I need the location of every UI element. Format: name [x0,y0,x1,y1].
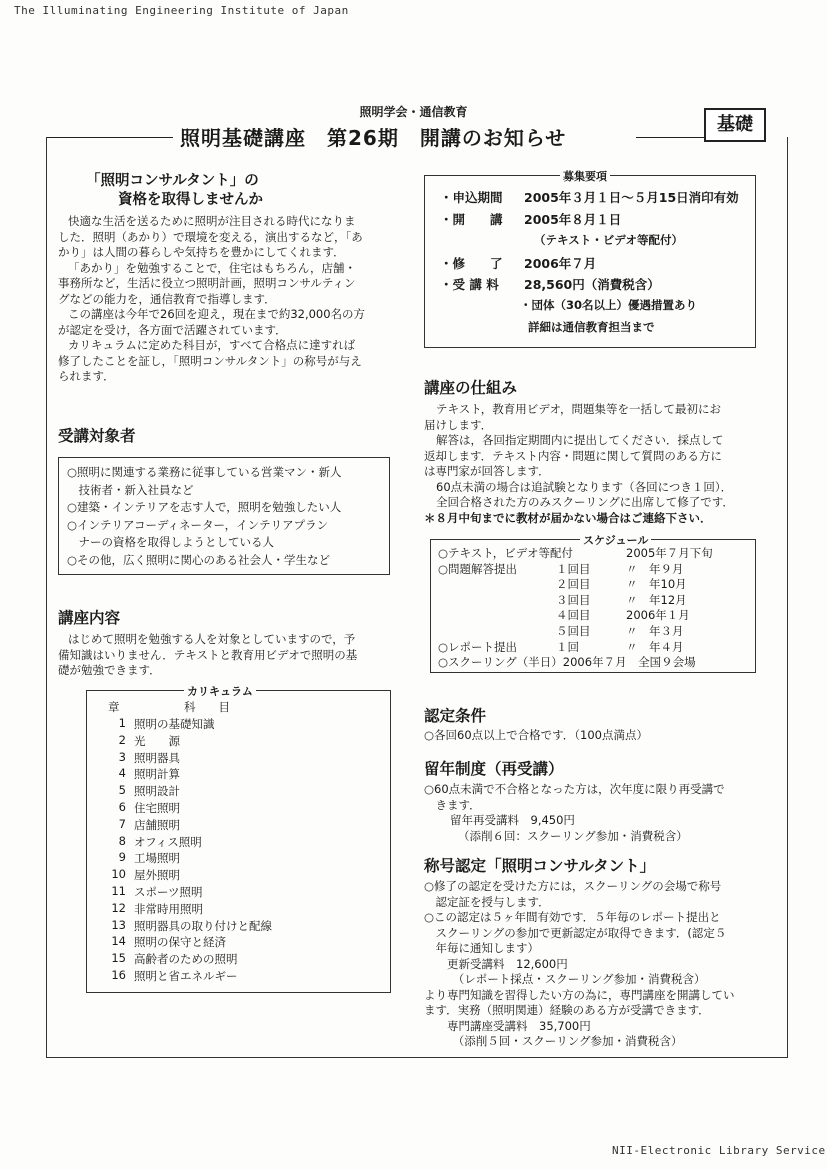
title-cert-line: スクーリングの参加で更新認定が取得できます．(認定５ [424,925,727,940]
curriculum-subject: 工場照明 [134,851,180,866]
target-item: ○インテリアコーディネーター，インテリアプラン [67,517,329,532]
recruit-apply-label: ・申込期間 [440,190,503,205]
schedule-cell: １回 [556,639,579,654]
target-item: ○建築・インテリアを志す人で，照明を勉強したい人 [67,500,342,514]
curriculum-subject: 照明器具の取り付けと配線 [134,918,272,933]
recruit-legend: 募集要項 [560,168,610,184]
curriculum-subject: 照明器具 [134,750,180,765]
target-item: ナーの資格を取得しようとしている人 [67,535,274,549]
title-cert-line: 更新受講料 12,600円 [424,956,568,971]
header-org: The Illuminating Engineering Institute of Japan [14,4,349,17]
schedule-cell: ３回目 [556,592,591,607]
mechanism-line: 解答は，各回指定期間内に提出してください．採点して [436,433,724,447]
mechanism-body [424,402,764,526]
title-cert-line: （レポート採点・スクーリング参加・消費税含） [424,972,706,986]
curriculum-subject: 非常時用照明 [134,901,203,916]
curriculum-subject: 照明計算 [134,767,180,782]
curriculum-chapter-number: 4 [118,766,126,781]
repeat-fee: 留年再受講料 9,450円 [450,813,575,827]
curriculum-chapter-number: 16 [111,968,126,982]
intro-line: グなどの能力を，通信教育で指導します． [58,291,276,306]
curriculum-subject: スポーツ照明 [134,885,203,899]
content-line: はじめて照明を勉強する人を対象としていますので，予 [68,632,356,646]
content-line: 礎が勉強できます． [58,663,161,677]
recruit-fee-value: 28,560円（消費税含） [524,277,660,292]
title-cert-line: ます．実務（照明関連）経験のある方が受講できます． [424,1003,710,1017]
curriculum-subject: 照明設計 [134,784,180,799]
curriculum-chapter-number: 2 [118,732,126,747]
curriculum-chapter-number: 1 [118,716,126,730]
title-cert-line: （添削５回・スクーリング参加・消費税含） [424,1034,683,1048]
title-cert-line: 専門講座受講料 35,700円 [424,1018,591,1033]
intro-line: 修了したことを証し，「照明コンサルタント」の称号が与え [58,353,362,368]
intro-line: 「あかり」を勉強することで，住宅はもちろん，店舗・ [68,260,356,275]
intro-line: られます． [58,369,115,383]
schedule-cell: ○問題解答提出 [438,561,518,576]
certification-text: ○各回60点以上で合格です．（100点満点） [424,728,648,742]
curriculum-col-chapter: 章 [108,700,120,714]
intro-heading-line2: 資格を取得しませんか [118,192,263,208]
curriculum-chapter-number: 6 [118,800,126,814]
mechanism-line: 届けします． [424,417,493,432]
recruit-finish-value: 2006年７月 [524,256,597,271]
curriculum-chapter-number: 8 [118,833,126,848]
schedule-cell: 〃 年４月 [626,639,684,654]
curriculum-legend: カリキュラム [184,683,256,699]
intro-heading [86,172,263,210]
curriculum-chapter-number: 7 [118,816,126,831]
schedule-cell: 2005年７月下旬 [626,546,713,560]
title-cert-line: より専門知識を習得したい方の為に，専門講座を開講してい [424,987,735,1002]
schedule-legend: スケジュール [580,532,651,548]
schedule-cell: ４回目 [556,608,591,623]
intro-line: この講座は今年で26回を迎え，現在まで約32,000名の方 [68,307,366,321]
schedule-cell: 〃 年３月 [626,624,684,638]
recruit-detail-note: 詳細は通信教育担当まで [528,320,655,334]
target-item: 技術者・新入社員など [67,482,194,497]
repeat-line: ○60点未満で不合格となった方は，次年度に限り再受講で [424,782,725,796]
mechanism-line: は専門家が回答します． [424,464,550,478]
curriculum-subject: 照明と省エネルギー [134,969,238,983]
intro-line: カリキュラムに定めた科目が，すべて合格点に達すれば [68,338,356,352]
repeat-body [424,782,764,844]
title-cert-line: 認定証を授与します． [424,894,550,909]
target-heading: 受講対象者 [58,427,136,445]
target-item: ○照明に関連する業務に従事している営業マン・新人 [67,465,342,479]
certification-heading: 認定条件 [424,707,487,725]
curriculum-chapter-number: 15 [111,951,126,966]
schedule-cell: １回目 [556,561,591,576]
content-body [58,632,393,679]
curriculum-chapter-number: 12 [111,900,126,915]
title-cert-line: ○修了の認定を受けた方には，スクーリングの会場で称号 [424,879,722,893]
intro-line: かり」は人間の暮らしや気持ちを豊かにしてくれます． [58,245,345,259]
repeat-heading: 留年制度（再受講） [424,760,564,778]
repeat-fee-note: （添削６回：スクーリング参加・消費税含） [458,828,688,843]
title-cert-heading: 称号認定「照明コンサルタント」 [424,857,656,875]
schedule-cell: ２回目 [556,577,591,592]
curriculum-col-subject: 科 目 [184,700,230,714]
schedule-cell: ○レポート提出 [438,639,518,654]
title-cert-line: 年毎に通知します） [424,941,539,955]
recruit-finish-label: ・修 了 [440,256,503,271]
recruit-group-note: ・団体（30名以上）優遇措置あり [520,298,698,312]
curriculum-subject: オフィス照明 [134,834,202,849]
curriculum-box [86,690,391,993]
intro-line: が認定を受け，各方面で活躍されています． [58,322,287,337]
schedule-cell: ５回目 [556,624,591,638]
mechanism-notice: ＊８月中旬までに教材が届かない場合はご連絡下さい． [424,510,712,525]
intro-heading-line1: 「照明コンサルタント」の [86,173,259,189]
content-line: 備知識はいりません．テキストと教育用ビデオで照明の基 [58,647,358,662]
mechanism-line: 60点未満の場合は追試験となります（各回につき１回）． [436,479,733,494]
repeat-line: きます． [424,797,481,812]
curriculum-chapter-number: 13 [111,917,126,932]
recruit-open-value: 2005年８月１日 [524,212,622,227]
curriculum-subject: 住宅照明 [134,801,180,815]
schedule-cell: ○テキスト，ビデオ等配付 [438,546,574,560]
mechanism-line: 全回合格された方のみスクーリングに出席して修了です． [436,495,734,509]
curriculum-subject: 光 源 [134,733,180,748]
schedule-cell: 〃 年９月 [626,561,684,576]
curriculum-chapter-number: 14 [111,934,126,949]
curriculum-chapter-number: 9 [118,850,126,865]
schedule-cell: 〃 年12月 [626,592,687,607]
curriculum-subject: 照明の保守と経済 [134,935,226,950]
page-title: 照明基礎講座 第26期 開講のお知らせ [180,126,567,150]
curriculum-chapter-number: 10 [111,867,126,882]
content-heading: 講座内容 [58,609,121,627]
curriculum-subject: 高齢者のための照明 [134,952,238,967]
target-list [67,464,342,569]
header-subtitle: 照明学会・通信教育 [359,105,468,119]
mechanism-heading: 講座の仕組み [424,379,518,397]
intro-line: 事務所など，生活に役立つ照明計画，照明コンサルティン [58,276,356,290]
curriculum-subject: 照明の基礎知識 [134,717,215,731]
curriculum-subject: 店舗照明 [134,817,180,832]
schedule-cell: ○スクーリング（半日）2006年７月 全国９会場 [438,655,696,670]
title-cert-body [424,879,769,1050]
schedule-cell: 〃 年10月 [626,577,687,592]
target-item: ○その他，広く照明に関心のある社会人・学生など [67,552,331,567]
recruit-open-note: （テキスト・ビデオ等配付） [534,233,684,247]
intro-line: 快適な生活を送るために照明が注目される時代になりま [68,214,356,228]
intro-line: した．照明（あかり）で環境を変える，演出するなど，「あ [58,229,363,244]
mechanism-line: テキスト，教育用ビデオ，問題集等を一括して最初にお [436,402,721,416]
mechanism-line: 返却します．テキスト内容・問題に関して質問のある方に [424,448,722,463]
curriculum-chapter-number: 11 [111,884,126,898]
recruit-open-label: ・開 講 [440,212,503,227]
intro-body [58,214,393,385]
schedule-cell: 2006年１月 [626,608,690,623]
recruit-apply-value: 2005年３月１日〜５月15日消印有効 [524,190,739,205]
curriculum-subject: 屋外照明 [134,868,180,883]
title-cert-line: ○この認定は５ヶ年間有効です．５年毎のレポート提出と [424,910,721,924]
curriculum-chapter-number: 5 [118,783,126,798]
target-box [58,457,390,575]
badge-basic: 基礎 [704,108,766,142]
footer-service: NII-Electronic Library Service [612,1144,826,1157]
recruit-fee-label: ・受 講 料 [440,277,499,292]
curriculum-chapter-number: 3 [118,749,126,764]
